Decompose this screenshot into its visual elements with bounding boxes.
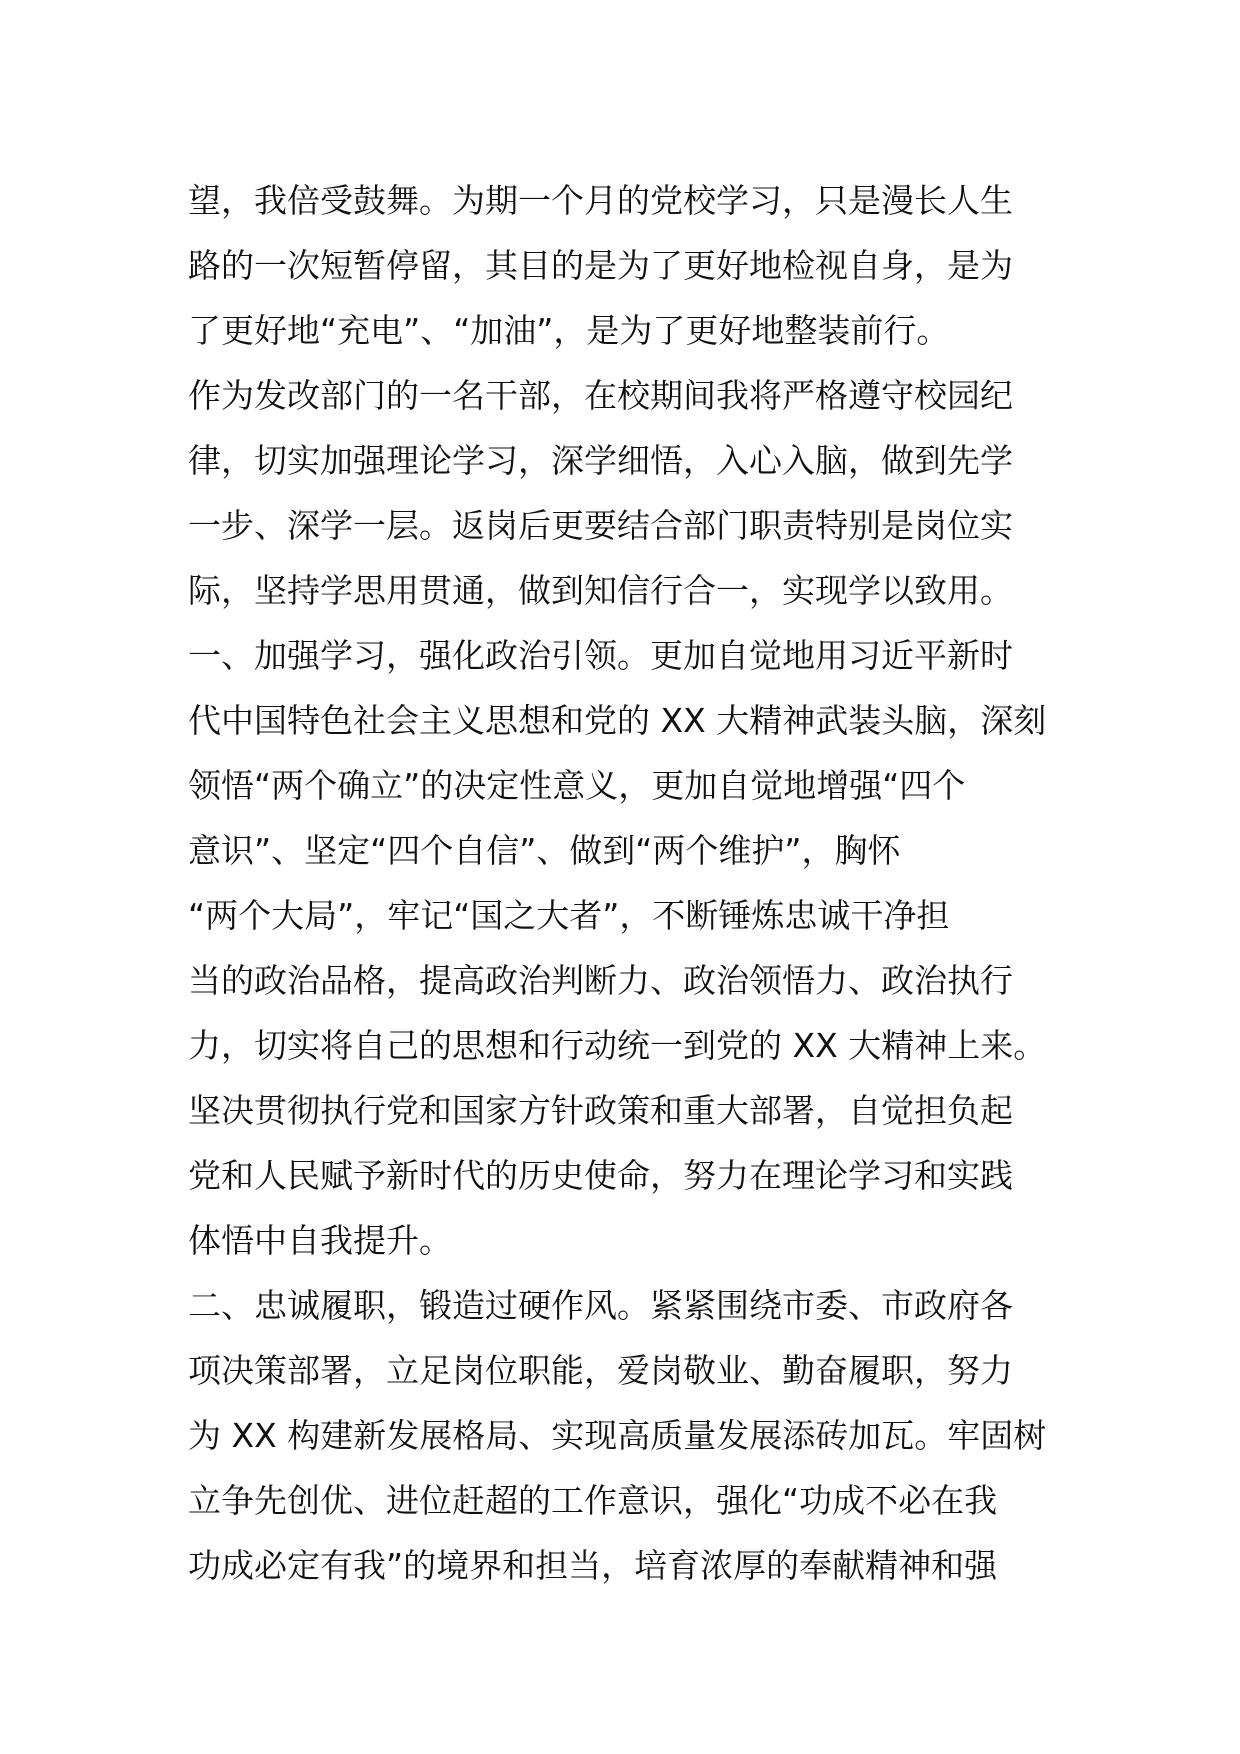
text-line: 坚决贯彻执行党和国家方针政策和重大部署，自觉担负起 [188,1091,1013,1130]
text-line: 党和人民赋予新时代的历史使命，努力在理论学习和实践 [188,1156,1013,1195]
text-line: 际，坚持学思用贯通，做到知信行合一，实现学以致用。 [188,571,1013,610]
section-heading-1: 一、加强学习，强化政治引领。更加自觉地用习近平新时 [188,636,1013,675]
text-line: 当的政治品格，提高政治判断力、政治领悟力、政治执行 [188,961,1013,1000]
text-line: 力，切实将自己的思想和行动统一到党的 XX 大精神上来。 [188,1026,1047,1065]
text-line: 立争先创优、进位赶超的工作意识，强化“功成不必在我 [188,1481,998,1520]
text-line: 一步、深学一层。返岗后更要结合部门职责特别是岗位实 [188,506,1013,545]
text-line: 了更好地“充电”、“加油”，是为了更好地整装前行。 [188,311,950,350]
text-line: 为 XX 构建新发展格局、实现高质量发展添砖加瓦。牢固树 [188,1416,1047,1455]
text-line: 项决策部署，立足岗位职能，爱岗敬业、勤奋履职，努力 [188,1351,1013,1390]
text-line: 体悟中自我提升。 [188,1221,452,1260]
body-text [188,168,1058,1598]
text-line: 路的一次短暂停留，其目的是为了更好地检视自身，是为 [188,246,1013,285]
text-line: 功成必定有我”的境界和担当，培育浓厚的奉献精神和强 [188,1546,998,1585]
text-line: 望，我倍受鼓舞。为期一个月的党校学习，只是漫长人生 [188,181,1013,220]
text-line: 意识”、坚定“四个自信”、做到“两个维护”，胸怀 [188,831,901,870]
text-line: “两个大局”，牢记“国之大者”，不断锤炼忠诚干净担 [188,896,950,935]
section-heading-2: 二、忠诚履职，锻造过硬作风。紧紧围绕市委、市政府各 [188,1286,1013,1325]
text-line: 作为发改部门的一名干部，在校期间我将严格遵守校园纪 [188,376,1013,415]
text-line: 代中国特色社会主义思想和党的 XX 大精神武装头脑，深刻 [188,701,1047,740]
text-line: 律，切实加强理论学习，深学细悟，入心入脑，做到先学 [188,441,1013,480]
text-line: 领悟“两个确立”的决定性意义，更加自觉地增强“四个 [188,766,966,805]
